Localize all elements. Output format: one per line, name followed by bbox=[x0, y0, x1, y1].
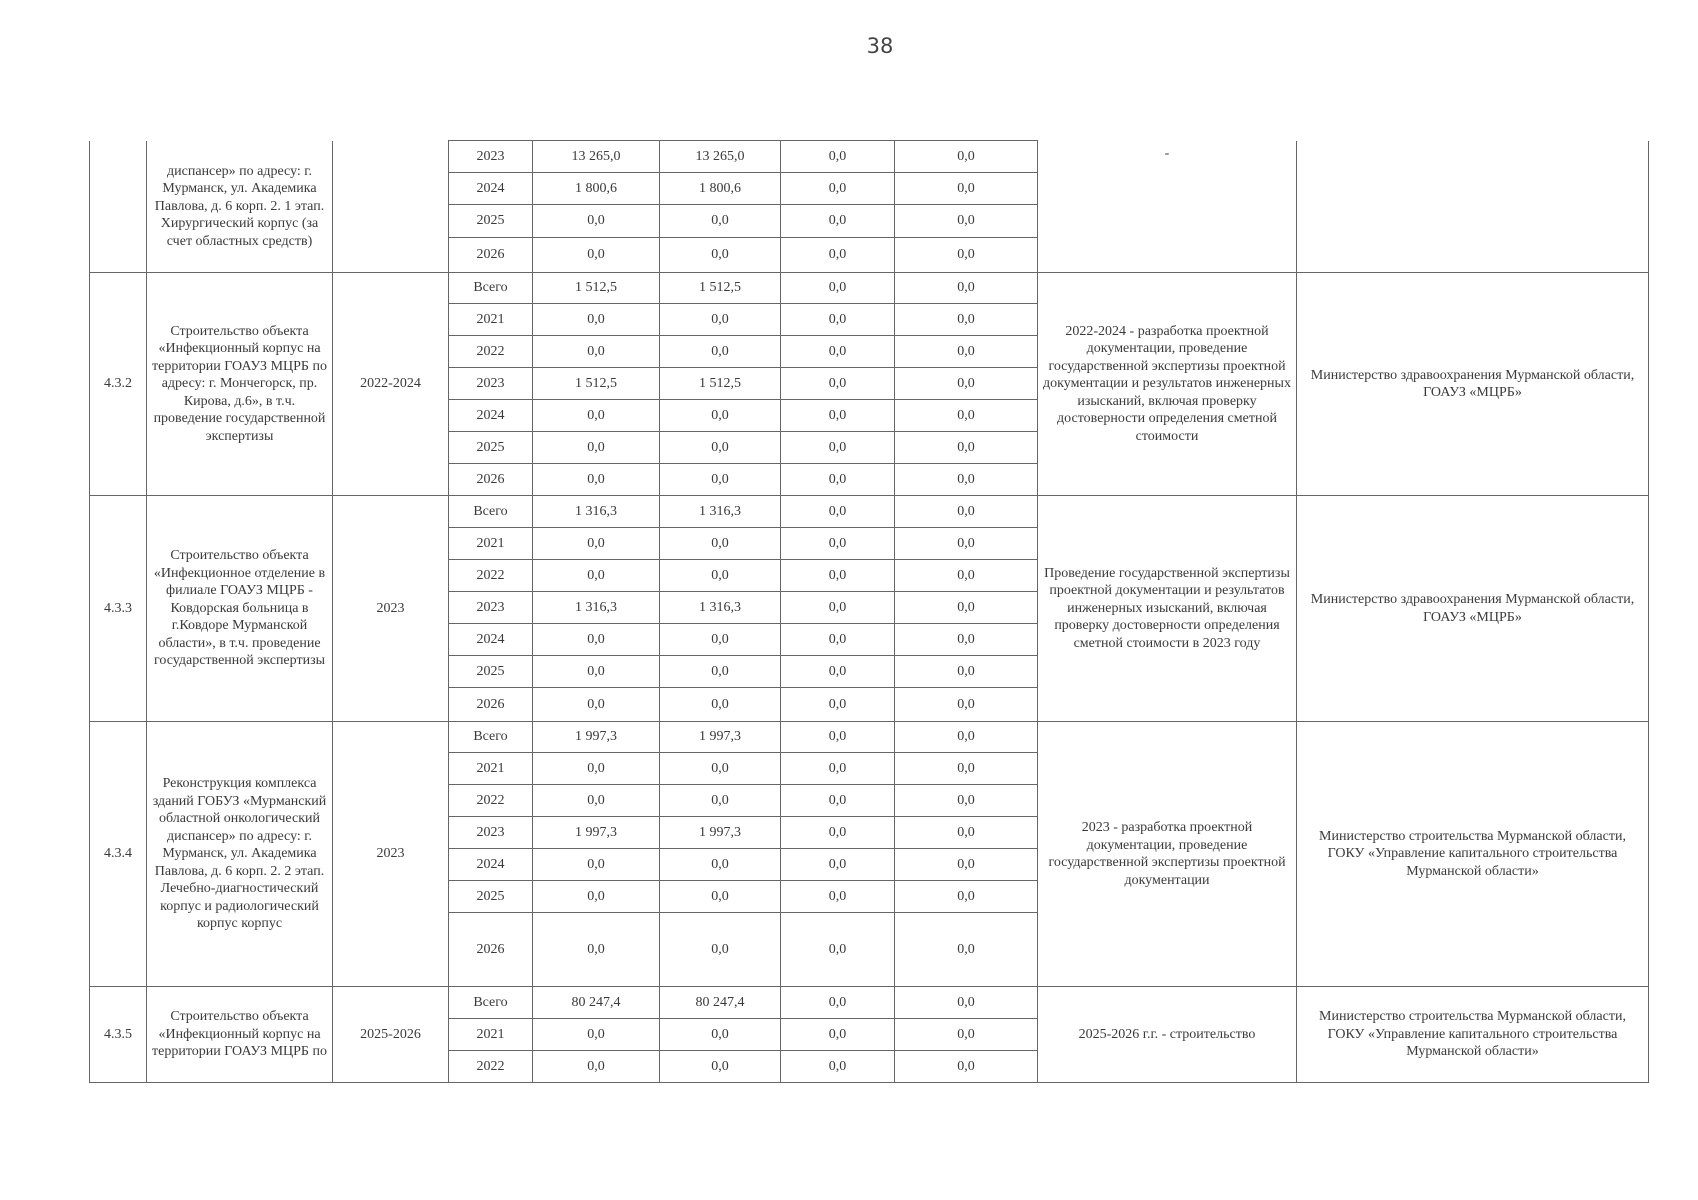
regional-budget-cell: 0,0 bbox=[660, 913, 781, 987]
total-cell: 0,0 bbox=[533, 656, 660, 688]
federal-budget-cell: 0,0 bbox=[781, 987, 895, 1019]
regional-budget-cell: 0,0 bbox=[660, 304, 781, 336]
federal-budget-cell: 0,0 bbox=[781, 881, 895, 913]
federal-budget-cell: 0,0 bbox=[781, 624, 895, 656]
other-sources-cell: 0,0 bbox=[895, 1051, 1038, 1083]
total-cell: 0,0 bbox=[533, 913, 660, 987]
regional-budget-cell: 0,0 bbox=[660, 336, 781, 368]
other-sources-cell: 0,0 bbox=[895, 238, 1038, 273]
row-index: 4.3.3 bbox=[90, 496, 147, 722]
table-row bbox=[90, 987, 1649, 1019]
year-cell: 2021 bbox=[449, 304, 533, 336]
regional-budget-cell: 1 316,3 bbox=[660, 592, 781, 624]
federal-budget-cell: 0,0 bbox=[781, 496, 895, 528]
federal-budget-cell: 0,0 bbox=[781, 817, 895, 849]
regional-budget-cell: 0,0 bbox=[660, 560, 781, 592]
event-name: Строительство объекта «Инфекционный корпус на территории ГОАУЗ МЦРБ по bbox=[147, 987, 333, 1083]
regional-budget-cell: 0,0 bbox=[660, 849, 781, 881]
regional-budget-cell: 0,0 bbox=[660, 432, 781, 464]
federal-budget-cell: 0,0 bbox=[781, 141, 895, 173]
table-row bbox=[90, 496, 1649, 528]
federal-budget-cell: 0,0 bbox=[781, 849, 895, 881]
other-sources-cell: 0,0 bbox=[895, 141, 1038, 173]
other-sources-cell: 0,0 bbox=[895, 173, 1038, 205]
federal-budget-cell: 0,0 bbox=[781, 464, 895, 496]
expected-result: Проведение государственной экспертизы проектной документации и результатов инженерных изысканий, включая проверку достоверности определения сметной стоимости в 2023 году bbox=[1038, 496, 1297, 722]
total-cell: 80 247,4 bbox=[533, 987, 660, 1019]
federal-budget-cell: 0,0 bbox=[781, 432, 895, 464]
year-cell: Всего bbox=[449, 987, 533, 1019]
regional-budget-cell: 0,0 bbox=[660, 753, 781, 785]
total-cell: 0,0 bbox=[533, 304, 660, 336]
regional-budget-cell: 1 800,6 bbox=[660, 173, 781, 205]
total-cell: 0,0 bbox=[533, 785, 660, 817]
other-sources-cell: 0,0 bbox=[895, 205, 1038, 238]
total-cell: 1 997,3 bbox=[533, 817, 660, 849]
year-cell: 2022 bbox=[449, 560, 533, 592]
year-cell: 2023 bbox=[449, 592, 533, 624]
period: 2022-2024 bbox=[333, 273, 449, 496]
year-cell: 2024 bbox=[449, 624, 533, 656]
year-cell: Всего bbox=[449, 273, 533, 304]
federal-budget-cell: 0,0 bbox=[781, 205, 895, 238]
total-cell: 0,0 bbox=[533, 528, 660, 560]
year-cell: 2025 bbox=[449, 432, 533, 464]
year-cell: 2024 bbox=[449, 849, 533, 881]
regional-budget-cell: 1 512,5 bbox=[660, 368, 781, 400]
federal-budget-cell: 0,0 bbox=[781, 528, 895, 560]
table-body bbox=[90, 141, 1649, 1083]
regional-budget-cell: 0,0 bbox=[660, 205, 781, 238]
total-cell: 0,0 bbox=[533, 432, 660, 464]
regional-budget-cell: 1 997,3 bbox=[660, 817, 781, 849]
page-number: 38 bbox=[866, 34, 894, 58]
total-cell: 13 265,0 bbox=[533, 141, 660, 173]
total-cell: 1 316,3 bbox=[533, 592, 660, 624]
total-cell: 0,0 bbox=[533, 560, 660, 592]
federal-budget-cell: 0,0 bbox=[781, 336, 895, 368]
year-cell: Всего bbox=[449, 496, 533, 528]
regional-budget-cell: 0,0 bbox=[660, 881, 781, 913]
year-cell: 2022 bbox=[449, 336, 533, 368]
expected-result: 2025-2026 г.г. - строительство bbox=[1038, 987, 1297, 1083]
federal-budget-cell: 0,0 bbox=[781, 273, 895, 304]
total-cell: 0,0 bbox=[533, 1051, 660, 1083]
other-sources-cell: 0,0 bbox=[895, 496, 1038, 528]
event-name: диспансер» по адресу: г. Мурманск, ул. Академика Павлова, д. 6 корп. 2. 1 этап. Хирургический корпус (за счет областных средств) bbox=[147, 141, 333, 273]
year-cell: 2023 bbox=[449, 141, 533, 173]
total-cell: 1 316,3 bbox=[533, 496, 660, 528]
program-table bbox=[89, 140, 1649, 1083]
total-cell: 0,0 bbox=[533, 1019, 660, 1051]
total-cell: 0,0 bbox=[533, 400, 660, 432]
total-cell: 1 997,3 bbox=[533, 722, 660, 753]
other-sources-cell: 0,0 bbox=[895, 722, 1038, 753]
total-cell: 1 512,5 bbox=[533, 273, 660, 304]
federal-budget-cell: 0,0 bbox=[781, 722, 895, 753]
federal-budget-cell: 0,0 bbox=[781, 1019, 895, 1051]
federal-budget-cell: 0,0 bbox=[781, 592, 895, 624]
regional-budget-cell: 0,0 bbox=[660, 785, 781, 817]
period: 2025-2026 bbox=[333, 987, 449, 1083]
regional-budget-cell: 0,0 bbox=[660, 400, 781, 432]
other-sources-cell: 0,0 bbox=[895, 987, 1038, 1019]
executor: Министерство здравоохранения Мурманской области, ГОАУЗ «МЦРБ» bbox=[1297, 273, 1649, 496]
total-cell: 0,0 bbox=[533, 849, 660, 881]
row-index: 4.3.5 bbox=[90, 987, 147, 1083]
regional-budget-cell: 1 997,3 bbox=[660, 722, 781, 753]
federal-budget-cell: 0,0 bbox=[781, 173, 895, 205]
expected-result: 2022-2024 - разработка проектной документации, проведение государственной экспертизы проектной документации и результатов инженерных изысканий, включая проверку достоверности определения сметной стоимости bbox=[1038, 273, 1297, 496]
total-cell: 1 512,5 bbox=[533, 368, 660, 400]
other-sources-cell: 0,0 bbox=[895, 432, 1038, 464]
year-cell: 2024 bbox=[449, 173, 533, 205]
year-cell: 2021 bbox=[449, 528, 533, 560]
total-cell: 0,0 bbox=[533, 205, 660, 238]
table-row bbox=[90, 722, 1649, 753]
executor: Министерство здравоохранения Мурманской области, ГОАУЗ «МЦРБ» bbox=[1297, 496, 1649, 722]
total-cell: 0,0 bbox=[533, 624, 660, 656]
period: 2023 bbox=[333, 722, 449, 987]
executor: Министерство строительства Мурманской области, ГОКУ «Управление капитального строительства Мурманской области» bbox=[1297, 722, 1649, 987]
regional-budget-cell: 1 512,5 bbox=[660, 273, 781, 304]
expected-result: 2023 - разработка проектной документации, проведение государственной экспертизы проектной документации bbox=[1038, 722, 1297, 987]
other-sources-cell: 0,0 bbox=[895, 368, 1038, 400]
total-cell: 0,0 bbox=[533, 336, 660, 368]
row-index bbox=[90, 141, 147, 273]
other-sources-cell: 0,0 bbox=[895, 817, 1038, 849]
total-cell: 0,0 bbox=[533, 238, 660, 273]
row-index: 4.3.2 bbox=[90, 273, 147, 496]
total-cell: 0,0 bbox=[533, 753, 660, 785]
other-sources-cell: 0,0 bbox=[895, 304, 1038, 336]
period: 2023 bbox=[333, 496, 449, 722]
regional-budget-cell: 0,0 bbox=[660, 656, 781, 688]
regional-budget-cell: 0,0 bbox=[660, 624, 781, 656]
other-sources-cell: 0,0 bbox=[895, 688, 1038, 722]
other-sources-cell: 0,0 bbox=[895, 528, 1038, 560]
regional-budget-cell: 0,0 bbox=[660, 238, 781, 273]
other-sources-cell: 0,0 bbox=[895, 624, 1038, 656]
regional-budget-cell: 0,0 bbox=[660, 1019, 781, 1051]
federal-budget-cell: 0,0 bbox=[781, 238, 895, 273]
regional-budget-cell: 0,0 bbox=[660, 464, 781, 496]
regional-budget-cell: 1 316,3 bbox=[660, 496, 781, 528]
year-cell: 2021 bbox=[449, 1019, 533, 1051]
year-cell: 2023 bbox=[449, 817, 533, 849]
regional-budget-cell: 80 247,4 bbox=[660, 987, 781, 1019]
period bbox=[333, 141, 449, 273]
year-cell: 2025 bbox=[449, 881, 533, 913]
year-cell: 2026 bbox=[449, 238, 533, 273]
total-cell: 0,0 bbox=[533, 688, 660, 722]
federal-budget-cell: 0,0 bbox=[781, 304, 895, 336]
year-cell: 2021 bbox=[449, 753, 533, 785]
federal-budget-cell: 0,0 bbox=[781, 1051, 895, 1083]
total-cell: 0,0 bbox=[533, 464, 660, 496]
table-row bbox=[90, 141, 1649, 173]
other-sources-cell: 0,0 bbox=[895, 400, 1038, 432]
federal-budget-cell: 0,0 bbox=[781, 400, 895, 432]
regional-budget-cell: 0,0 bbox=[660, 528, 781, 560]
regional-budget-cell: 0,0 bbox=[660, 688, 781, 722]
federal-budget-cell: 0,0 bbox=[781, 913, 895, 987]
year-cell: 2026 bbox=[449, 913, 533, 987]
federal-budget-cell: 0,0 bbox=[781, 656, 895, 688]
other-sources-cell: 0,0 bbox=[895, 753, 1038, 785]
table-row bbox=[90, 273, 1649, 304]
year-cell: 2026 bbox=[449, 464, 533, 496]
other-sources-cell: 0,0 bbox=[895, 464, 1038, 496]
expected-result: - bbox=[1038, 141, 1297, 273]
regional-budget-cell: 0,0 bbox=[660, 1051, 781, 1083]
event-name: Строительство объекта «Инфекционное отделение в филиале ГОАУЗ МЦРБ - Ковдорская больница в г.Ковдоре Мурманской области», в т.ч. проведение государственной экспертизы bbox=[147, 496, 333, 722]
other-sources-cell: 0,0 bbox=[895, 1019, 1038, 1051]
year-cell: 2023 bbox=[449, 368, 533, 400]
event-name: Строительство объекта «Инфекционный корпус на территории ГОАУЗ МЦРБ по адресу: г. Мончегорск, пр. Кирова, д.6», в т.ч. проведение государственной экспертизы bbox=[147, 273, 333, 496]
year-cell: 2024 bbox=[449, 400, 533, 432]
federal-budget-cell: 0,0 bbox=[781, 753, 895, 785]
executor: Министерство строительства Мурманской области, ГОКУ «Управление капитального строительства Мурманской области» bbox=[1297, 987, 1649, 1083]
executor bbox=[1297, 141, 1649, 273]
federal-budget-cell: 0,0 bbox=[781, 368, 895, 400]
program-table-wrap bbox=[89, 140, 1648, 1083]
year-cell: 2025 bbox=[449, 656, 533, 688]
year-cell: 2022 bbox=[449, 1051, 533, 1083]
other-sources-cell: 0,0 bbox=[895, 785, 1038, 817]
other-sources-cell: 0,0 bbox=[895, 881, 1038, 913]
other-sources-cell: 0,0 bbox=[895, 913, 1038, 987]
federal-budget-cell: 0,0 bbox=[781, 785, 895, 817]
other-sources-cell: 0,0 bbox=[895, 849, 1038, 881]
other-sources-cell: 0,0 bbox=[895, 560, 1038, 592]
other-sources-cell: 0,0 bbox=[895, 336, 1038, 368]
year-cell: 2022 bbox=[449, 785, 533, 817]
other-sources-cell: 0,0 bbox=[895, 273, 1038, 304]
regional-budget-cell: 13 265,0 bbox=[660, 141, 781, 173]
event-name: Реконструкция комплекса зданий ГОБУЗ «Мурманский областной онкологический диспансер» по адресу: г. Мурманск, ул. Академика Павлова, д. 6 корп. 2. 2 этап. Лечебно-диагностический корпус и радиологический корпус корпус bbox=[147, 722, 333, 987]
total-cell: 1 800,6 bbox=[533, 173, 660, 205]
year-cell: 2026 bbox=[449, 688, 533, 722]
year-cell: 2025 bbox=[449, 205, 533, 238]
federal-budget-cell: 0,0 bbox=[781, 560, 895, 592]
year-cell: Всего bbox=[449, 722, 533, 753]
other-sources-cell: 0,0 bbox=[895, 592, 1038, 624]
row-index: 4.3.4 bbox=[90, 722, 147, 987]
federal-budget-cell: 0,0 bbox=[781, 688, 895, 722]
total-cell: 0,0 bbox=[533, 881, 660, 913]
other-sources-cell: 0,0 bbox=[895, 656, 1038, 688]
